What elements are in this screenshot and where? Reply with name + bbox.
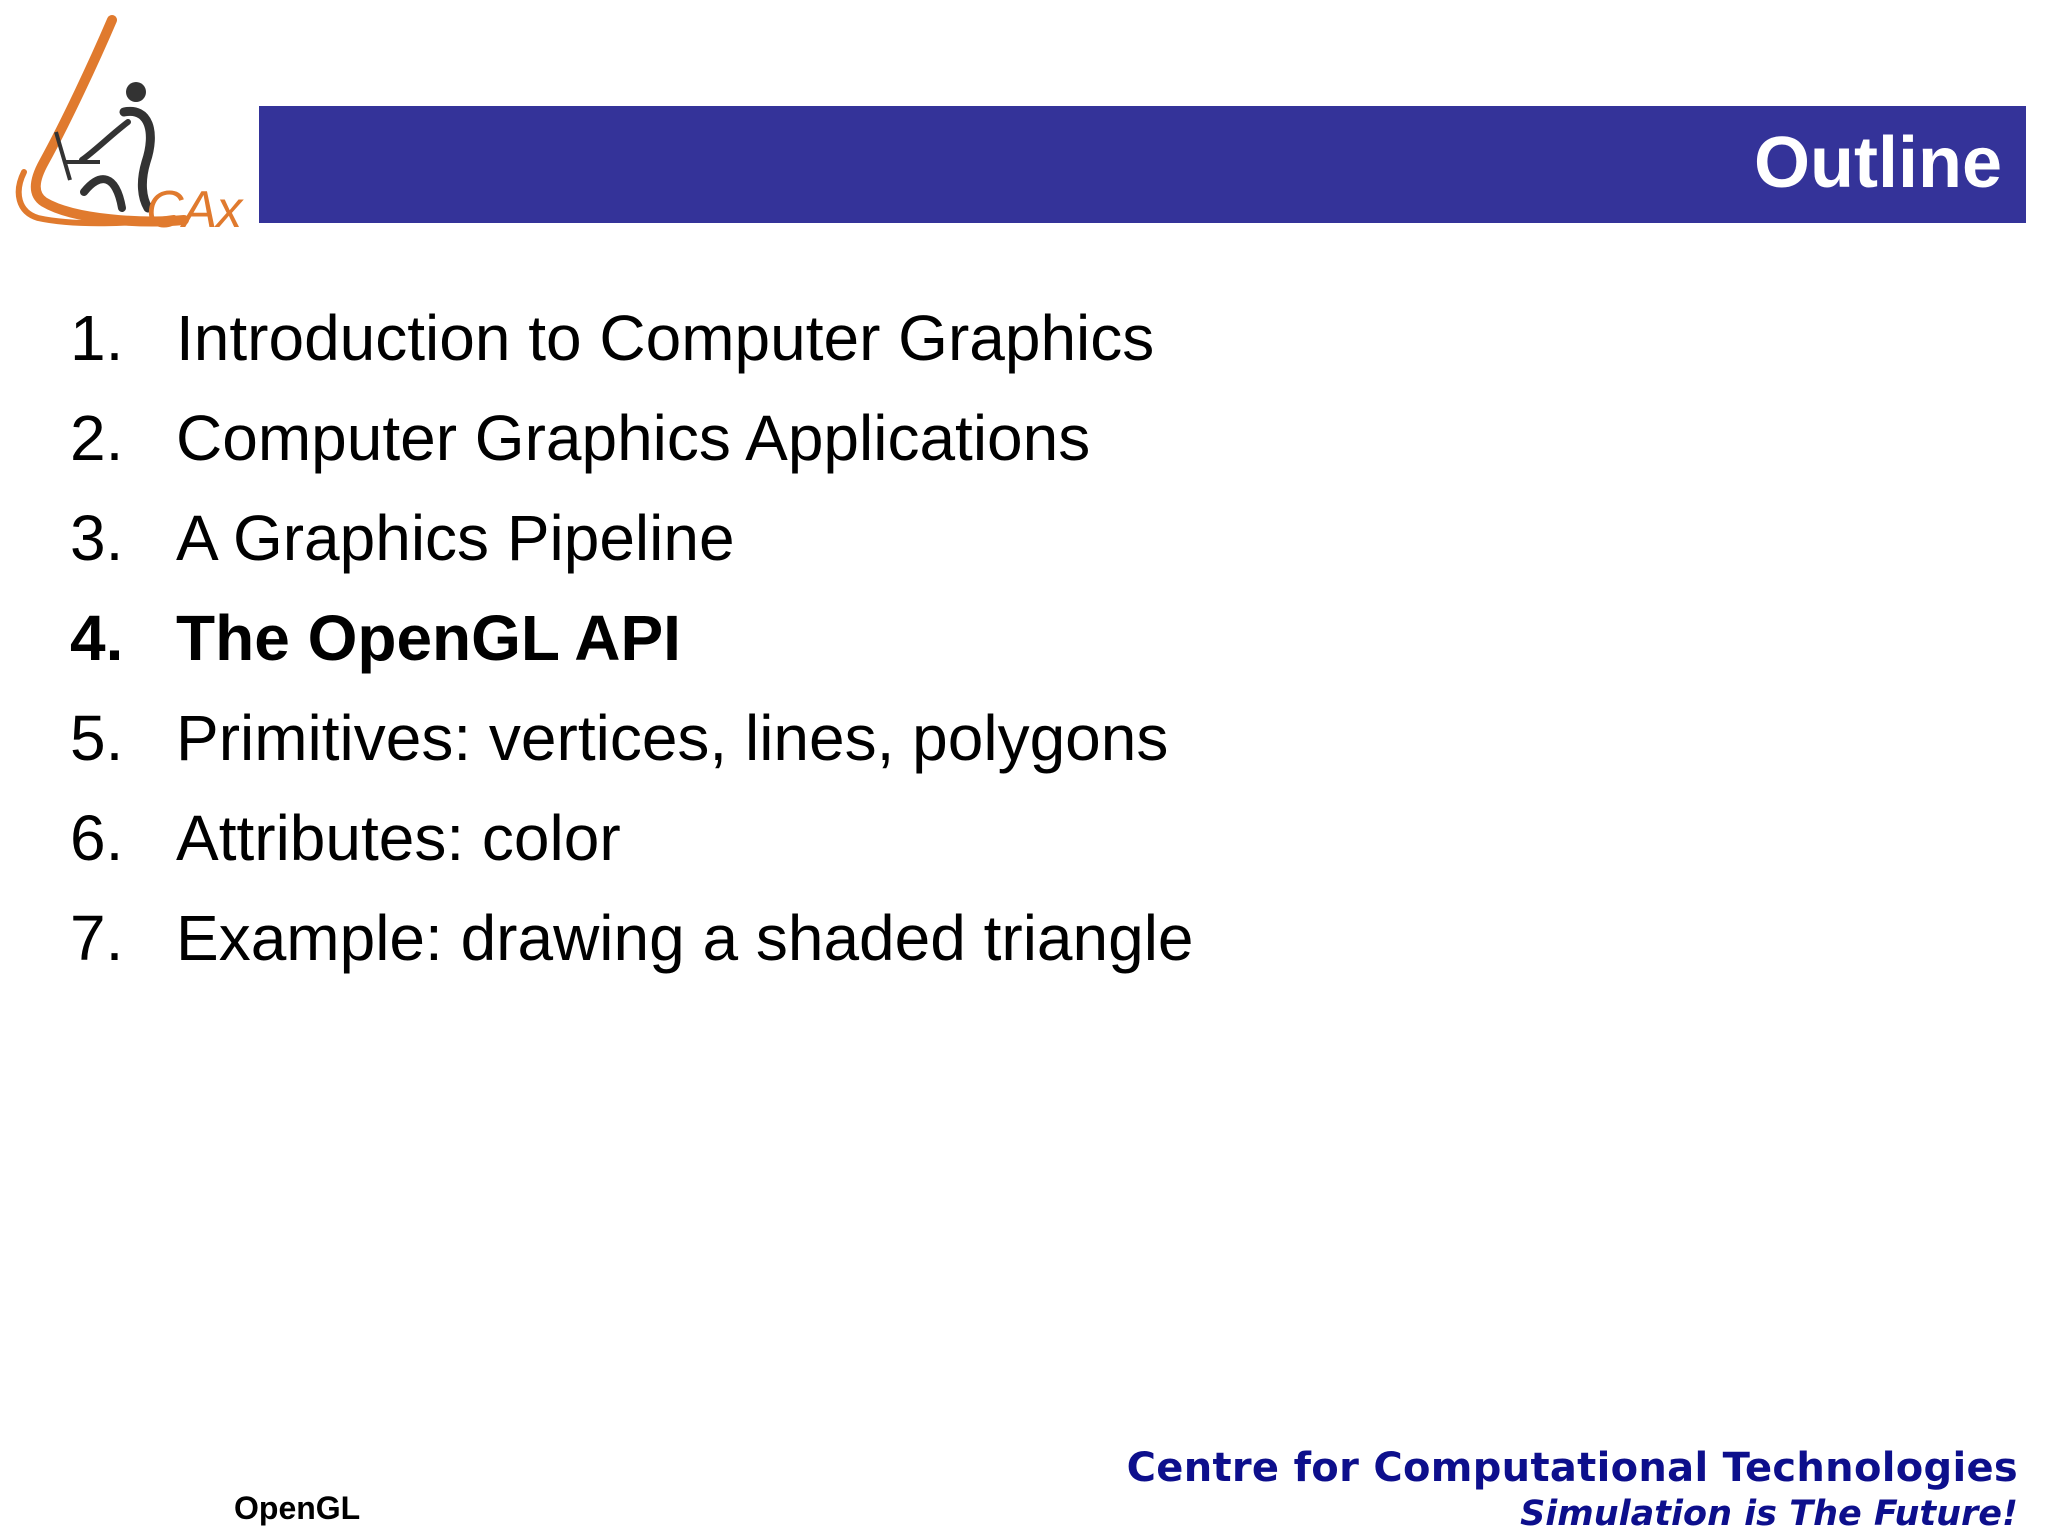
outline-item-text: Introduction to Computer Graphics	[176, 302, 1155, 374]
outline-item-5	[70, 688, 1194, 788]
outline-item-number: 4.	[70, 602, 124, 674]
outline-item-number: 6.	[70, 802, 124, 874]
outline-item-number: 3.	[70, 502, 124, 574]
outline-item-number: 1.	[70, 302, 124, 374]
footer-topic: OpenGL	[234, 1490, 361, 1526]
outline-item-text: The OpenGL API	[176, 602, 681, 674]
outline-item-text: Primitives: vertices, lines, polygons	[176, 702, 1169, 774]
outline-item-text: A Graphics Pipeline	[176, 502, 735, 574]
title-bar	[259, 106, 2026, 223]
footer-organization-block	[1127, 1444, 2018, 1536]
outline-item-1	[70, 288, 1194, 388]
outline-item-3	[70, 488, 1194, 588]
outline-item-number: 7.	[70, 902, 124, 974]
footer-tagline: Simulation is The Future!	[1520, 1494, 2018, 1534]
outline-item-number: 5.	[70, 702, 124, 774]
logo-text: CAx	[146, 181, 242, 239]
outline-list	[70, 288, 1194, 988]
outline-item-7	[70, 888, 1194, 988]
outline-item-text: Example: drawing a shaded triangle	[176, 902, 1194, 974]
outline-item-number: 2.	[70, 402, 124, 474]
footer-organization: Centre for Computational Technologies	[1126, 1445, 2018, 1491]
outline-item-2	[70, 388, 1194, 488]
cax-logo	[4, 12, 264, 239]
outline-item-text: Attributes: color	[176, 802, 621, 874]
outline-item-4-current	[70, 588, 1194, 688]
slide-title: Outline	[1754, 123, 2002, 203]
outline-item-text: Computer Graphics Applications	[176, 402, 1091, 474]
outline-item-6	[70, 788, 1194, 888]
